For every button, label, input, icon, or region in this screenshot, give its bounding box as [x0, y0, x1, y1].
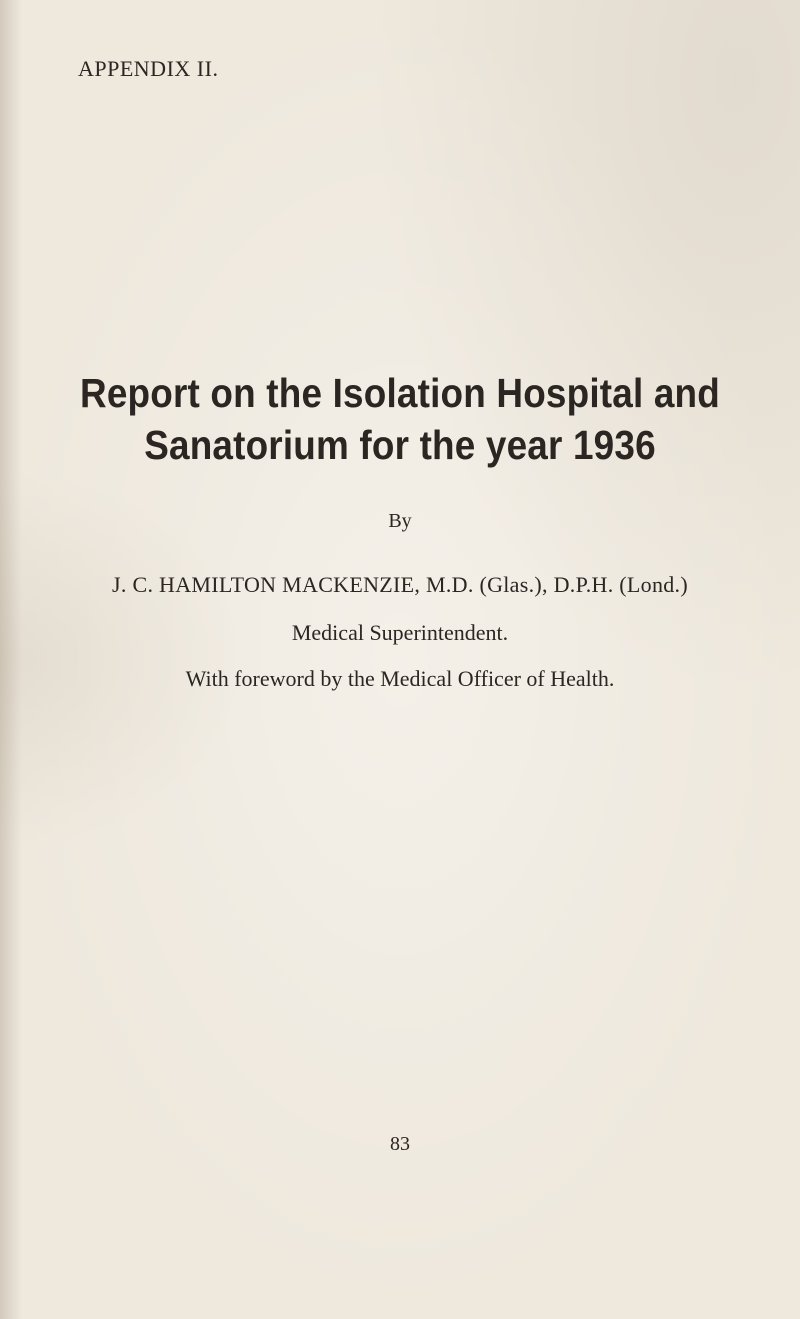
bleed-through-texture	[70, 55, 770, 1055]
report-title-line-1: Report on the Isolation Hospital and	[80, 370, 720, 416]
foreword-note: With foreword by the Medical Officer of Health.	[185, 666, 615, 691]
page-gutter-shadow	[0, 0, 22, 1319]
page-number: 83	[390, 1133, 410, 1155]
author-role: Medical Superintendent.	[291, 620, 509, 645]
report-title	[40, 367, 760, 471]
report-title-line-2: Sanatorium for the year 1936	[144, 422, 656, 468]
author-name: J. C. HAMILTON MACKENZIE, M.D. (Glas.), D.P.H. (Lond.)	[112, 572, 688, 597]
appendix-label: APPENDIX II.	[78, 56, 219, 81]
byline-by: By	[388, 510, 412, 532]
